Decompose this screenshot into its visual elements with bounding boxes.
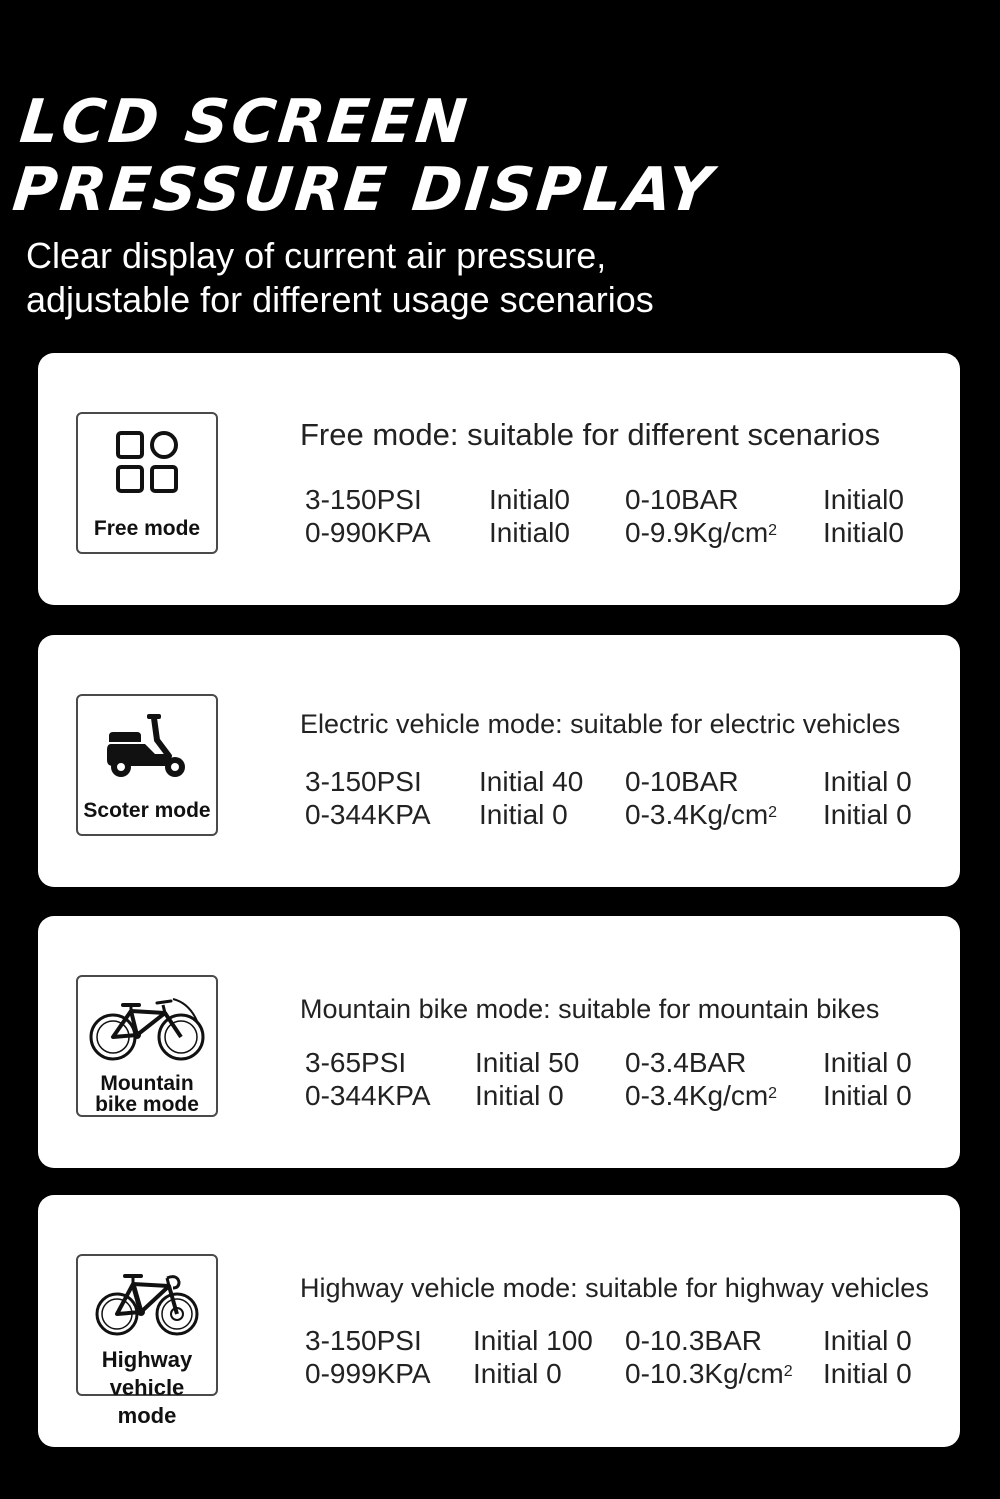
mode-badge-mountain-bike <box>76 975 218 1117</box>
initial-kpa: Initial 0 <box>473 1358 562 1389</box>
page-title <box>10 88 725 224</box>
range-psi: 3-150PSI <box>305 1325 422 1356</box>
range-kpa: 0-344KPA <box>305 799 431 830</box>
range-kgcm: $0-10.3Kg/cm^2$ <box>625 1358 793 1389</box>
mode-label: Mountain bike mode <box>95 1072 199 1116</box>
page-subtitle-line-2: adjustable for different usage scenarios <box>26 279 654 320</box>
page-subtitle-line-1: Clear display of current air pressure, <box>26 235 607 276</box>
initial-bar: Initial 0 <box>823 1047 912 1078</box>
scooter-icon <box>78 710 216 780</box>
range-kgcm: $0-9.9Kg/cm^2$ <box>625 517 778 548</box>
range-bar: 0-10.3BAR <box>625 1325 762 1356</box>
mode-label: Free mode <box>93 517 201 540</box>
range-bar: 0-10BAR <box>625 766 739 797</box>
initial-kpa: Initial 0 <box>475 1080 564 1111</box>
initial-bar: Initial 0 <box>823 1325 912 1356</box>
mode-card-free <box>38 353 960 605</box>
range-kpa: 0-344KPA <box>305 1080 431 1111</box>
range-psi: 3-150PSI <box>305 484 422 515</box>
initial-kpa: Initial 0 <box>479 799 568 830</box>
page-subtitle <box>26 234 654 322</box>
range-kpa: 0-999KPA <box>305 1358 431 1389</box>
initial-kgcm: Initial 0 <box>823 799 912 830</box>
mode-description: Mountain bike mode: suitable for mountain bikes <box>300 994 880 1024</box>
mode-card-highway <box>38 1195 960 1447</box>
mode-description: Highway vehicle mode: suitable for highway vehicles <box>300 1273 929 1303</box>
range-bar: 0-10BAR <box>625 484 739 515</box>
initial-bar: Initial 0 <box>823 766 912 797</box>
initial-psi: Initial 50 <box>475 1047 580 1078</box>
range-kgcm: $0-3.4Kg/cm^2$ <box>625 799 778 830</box>
range-psi: 3-150PSI <box>305 766 422 797</box>
road-bike-icon <box>78 1268 216 1340</box>
mode-label: Highway vehicle mode <box>101 1347 193 1428</box>
initial-kgcm: Initial 0 <box>823 1358 912 1389</box>
initial-psi: Initial 100 <box>473 1325 593 1356</box>
initial-kgcm: Initial 0 <box>823 1080 912 1111</box>
mode-card-scooter <box>38 635 960 887</box>
page-title-line-2: PRESSURE DISPLAY <box>9 155 718 225</box>
mode-description: Free mode: suitable for different scenarios <box>300 417 881 452</box>
initial-kgcm: Initial0 <box>823 517 904 548</box>
initial-bar: Initial0 <box>823 484 904 515</box>
initial-psi: Initial0 <box>489 484 570 515</box>
mode-label: Scoter mode <box>83 799 211 822</box>
mode-badge-highway <box>76 1254 218 1428</box>
initial-kpa: Initial0 <box>489 517 570 548</box>
range-kgcm: $0-3.4Kg/cm^2$ <box>625 1080 778 1111</box>
range-kpa: 0-990KPA <box>305 517 431 548</box>
mode-description: Electric vehicle mode: suitable for electric vehicles <box>300 709 901 739</box>
grid-apps-icon <box>78 430 216 494</box>
initial-psi: Initial 40 <box>479 766 584 797</box>
mode-badge-free <box>76 412 218 554</box>
mode-badge-scooter <box>76 694 218 836</box>
mode-card-mountain-bike <box>38 916 960 1168</box>
mountain-bike-icon <box>78 991 216 1063</box>
page-title-line-1: LCD SCREEN <box>16 87 473 157</box>
range-psi: 3-65PSI <box>305 1047 407 1078</box>
range-bar: 0-3.4BAR <box>625 1047 747 1078</box>
